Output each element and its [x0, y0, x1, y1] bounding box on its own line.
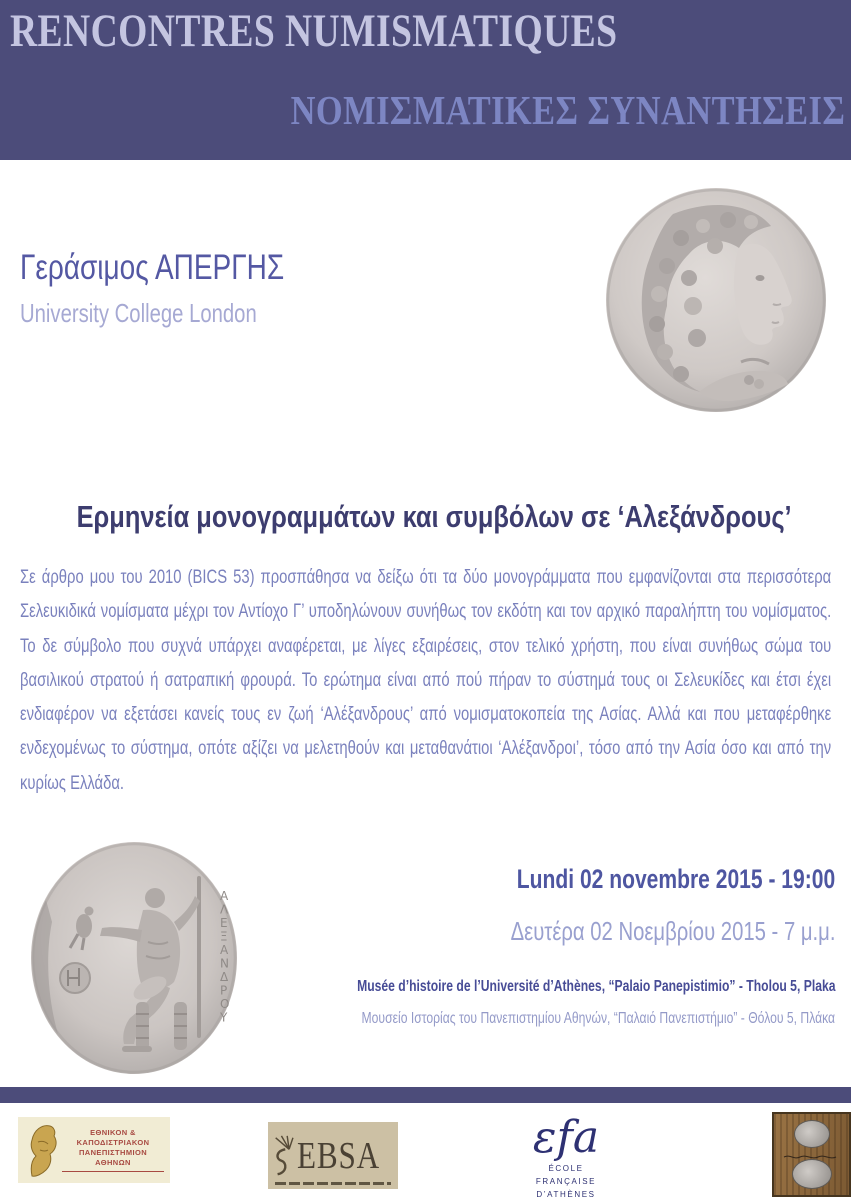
logo-university-of-athens [18, 1117, 170, 1183]
logo-efa-line1: ÉCOLE [548, 1164, 584, 1173]
logo-ebsa [268, 1122, 398, 1189]
lecture-title: Ερμηνεία μονογραμμάτων και συμβόλων σε ‘Αλεξάνδρους’ [76, 499, 792, 534]
athena-head-icon [24, 1122, 58, 1178]
event-venue-french: Musée d’histoire de l’Université d’Athènes, “Palaio Panepistimio” - Tholou 5, Plaka [356, 978, 835, 995]
event-date-french: Lundi 02 novembre 2015 - 19:00 [516, 864, 835, 894]
event-date-greek: Δευτέρα 02 Νοεμβρίου 2015 - 7 μ.μ. [510, 916, 835, 946]
logo-efa [524, 1114, 608, 1201]
footer-divider-bar [0, 1087, 851, 1103]
logo-numismatic-society [772, 1112, 851, 1197]
logo-efa-line3: D’ATHÈNES [536, 1190, 596, 1199]
coin-obverse-image [603, 186, 829, 414]
speaker-affiliation: University College London [20, 298, 257, 328]
logo-uoa-line2: ΠΑΝΕΠΙΣΤΗΜΙΟΝ ΑΘΗΝΩΝ [78, 1148, 148, 1167]
logo-efa-line2: FRANÇAISE [535, 1177, 597, 1186]
wood-logo-coin-top [794, 1120, 830, 1148]
coin-reverse-legend: Α Λ Ε Ξ Α Ν Δ Ρ Ο Υ [220, 889, 230, 1025]
event-venue-greek: Μουσείο Ιστορίας του Πανεπιστημίου Αθηνών, “Παλαιό Πανεπιστήμιο” - Θόλου 5, Πλάκα [361, 1010, 835, 1027]
logo-uoa-line1: ΕΘΝΙΚΟΝ & ΚΑΠΟΔΙΣΤΡΙΑΚΟΝ [76, 1128, 150, 1147]
wood-logo-script-line [782, 1152, 842, 1162]
logo-ebsa-caption-strip [275, 1182, 391, 1185]
speaker-name: Γεράσιμος ΑΠΕΡΓΗΣ [20, 248, 285, 287]
logo-ebsa-word: EBSA [296, 1134, 380, 1177]
lecture-abstract: Σε άρθρο μου του 2010 (BICS 53) προσπάθησα να δείξω ότι τα δύο μονογράμματα που εμφανίζονται στα περισσότερα Σελευκιδικά νομίσματα μέχρι τον Αντίοχο Γ’ υποδηλώνουν συνήθως τον εκδότη και τον αρχικό παραλήπτη του νομίσματος. Το δε σύμβολο που συχνά υπάρχει αναφέρεται, με λίγες εξαιρέσεις, στον τελικό χρήστη, που είναι συνήθως σώμα του βασιλικού στρατού ή σατραπική φρουρά. Το ερώτημα είναι από πού πήραν το σύστημά τους οι Σελευκίδες και έτσι έχει ενδιαφέρον να εξετάσει κανείς τους εν ζωή ‘Αλέξανδρους’ από νομισματοκοπεία της Ασίας. Αλλά και που μεταφέρθηκε ενδεχομένως το σύστημα, οπότε αξίζει να μελετηθούν και μεταθανάτιοι ‘Αλέξανδροι’, τόσο από την Ασία όσο και από την κυρίως Ελλάδα. [20, 567, 832, 794]
header-title-greek: ΝΟΜΙΣΜΑΤΙΚΕΣ ΣΥΝΑΝΤΗΣΕΙΣ [290, 87, 845, 133]
logo-uoa-text [62, 1128, 164, 1172]
header-band [0, 0, 851, 160]
logo-efa-script: εfa [532, 1112, 600, 1163]
wood-logo-coin-bottom [792, 1159, 832, 1189]
ebsa-glyph-icon [268, 1133, 295, 1179]
coin-reverse-image [28, 838, 244, 1078]
header-title-french: RENCONTRES NUMISMATIQUES [10, 5, 618, 57]
